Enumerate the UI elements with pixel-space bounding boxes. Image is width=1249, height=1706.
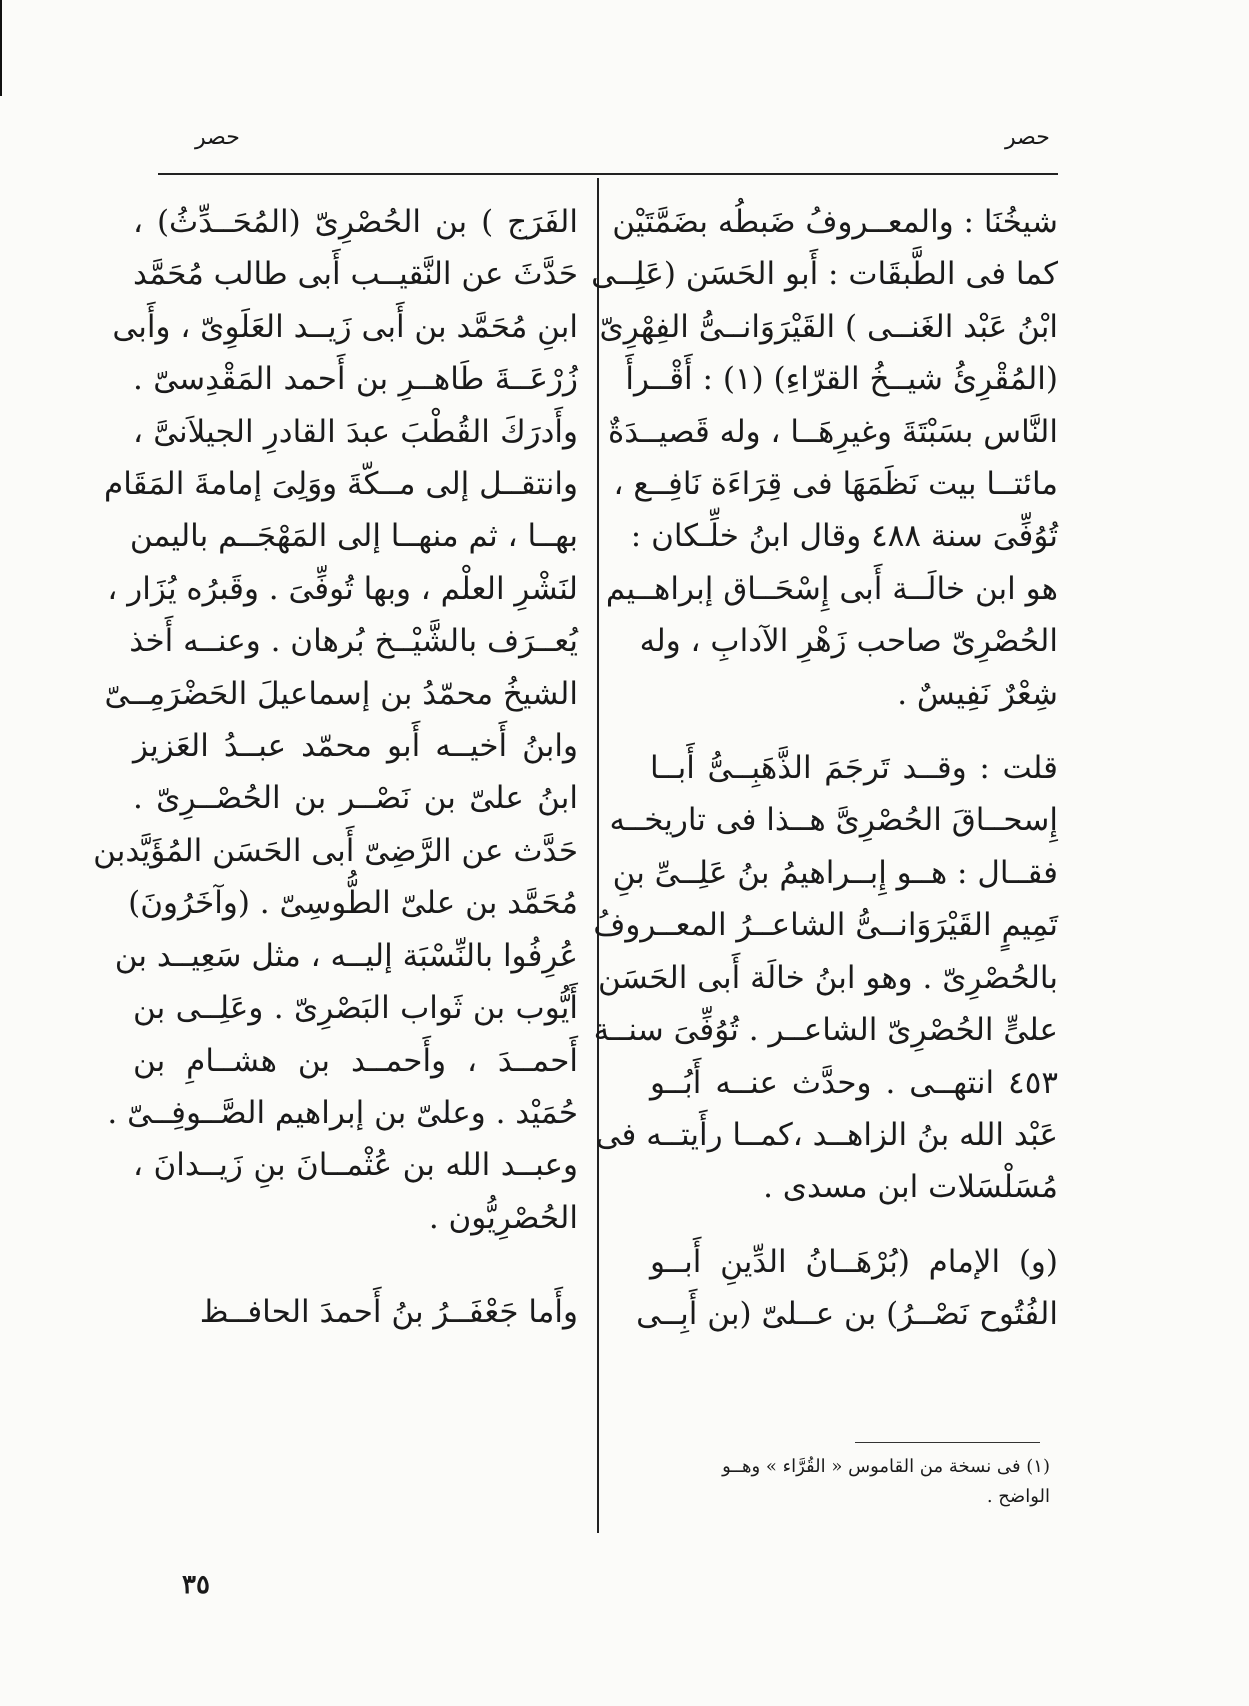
page-number: ٣٥ (182, 1570, 210, 1600)
text-line: أَحمــدَ ، وأَحمــد بن هشــامِ بن (133, 1042, 578, 1079)
paragraph (93, 196, 578, 1244)
text-line: وعبــد الله بن عُثْمــانَ بنِ زَيــدانَ ، (133, 1147, 578, 1184)
text-line: شيخُنَا : والمعــروفُ ضَبطُه بضَمَّتَيْن (612, 204, 1058, 240)
right-column (591, 196, 1058, 1341)
text-line: عُرِفُوا بالنِّسْبَة إليــه ، مثل سَعِيــد بن (114, 937, 578, 974)
text-line: بهــا ، ثم منهــا إلى المَهْجَــم باليمن (129, 518, 578, 555)
text-line: حَدَّث عن الرَّضِىّ أَبى الحَسَن المُؤَيَّدبن (93, 832, 578, 869)
paragraph (591, 196, 1058, 720)
text-line: ابنِ مُحَمَّد بن أَبى زَيــد العَلَوِىّ ، وأَبى (112, 308, 578, 345)
text-line: لنَشْرِ العلْم ، وبها تُوفِّىَ . وقَبرُه يُزَار ، (107, 570, 578, 607)
text-line: الفَرَج ) بن الحُصْرِىّ (المُحَــدِّثُ) ، (133, 204, 578, 240)
paragraph (133, 1286, 578, 1338)
footnote-line: (١) فى نسخة من القاموس « القُرَّاء » وهــو (722, 1456, 1050, 1477)
text-line: تُوُفِّىَ سنة ٤٨٨ وقال ابنُ خلِّـكان : (630, 518, 1058, 555)
paragraph (636, 1236, 1058, 1341)
text-line: أَيُّوب بن ثَواب البَصْرِىّ . وعَلِــى بن (133, 990, 578, 1027)
footnote-line: الواضح . (986, 1486, 1050, 1507)
text-line: ابنُ علىّ بن نَصْــر بن الحُصْــرِىّ . (133, 780, 578, 817)
text-line: إِسحــاقَ الحُصْرِىَّ هــذا فى تاريخــه (609, 802, 1058, 839)
running-header-left: حصر (195, 125, 240, 150)
text-line: النَّاس بسَبْتَةَ وغيرِهَــا ، وله قَصيــدَةٌ (608, 413, 1058, 450)
text-line: يُعــرَف بالشَّيْــخ بُرهان . وعنــه أَخذ (129, 623, 578, 660)
text-line: حُمَيْد . وعلىّ بن إبراهيم الصَّــوفِــىّ . (107, 1094, 578, 1131)
text-line: هو ابن خالَــة أَبى إِسْحَــاق إبراهــيم (605, 570, 1058, 607)
text-line: مُسَلْسَلات ابن مسدى . (763, 1169, 1058, 1206)
text-line: ابْنُ عَبْد الغَنــى ) القَيْرَوَانــىُّ الفِهْرِىّ (599, 308, 1058, 345)
text-line: فقــال : هــو إِبــراهيمُ بنُ عَلِــىِّ بنِ (612, 854, 1058, 891)
text-line: (و) الإمام (بُرْهَــانُ الدِّينِ أَبــو (650, 1243, 1058, 1280)
text-line: مائتــا بيت نَظَمَهَا فى قِرَاءَة نَافِــع ، (613, 466, 1058, 503)
text-line: الفُتُوح نَصْــرُ) بن عــلىّ (بن أَبِــى (636, 1296, 1058, 1333)
paragraph (593, 742, 1058, 1214)
left-column (93, 196, 578, 1339)
text-line: شِعْرٌ نَفِيسٌ . (897, 675, 1058, 712)
scan-edge (0, 0, 2, 96)
text-line: تَمِيمٍ القَيْرَوَانــىُّ الشاعــرُ المعــروفُ (593, 907, 1058, 944)
text-line: وأَما جَعْفَــرُ بنُ أَحمدَ الحافــظ (199, 1294, 578, 1331)
text-line: زُرْعَــةَ طَاهــرِ بن أَحمد المَقْدِسىّ . (133, 361, 578, 398)
text-line: كما فى الطَّبقَات : أَبو الحَسَن (عَلِــى (591, 256, 1058, 293)
text-line: وابنُ أَخيــه أَبو محمّد عبــدُ العَزيز (133, 728, 578, 765)
text-line: حَدَّثَ عن النَّقيــب أَبى طالب مُحَمَّد (133, 256, 578, 293)
column-divider (597, 178, 599, 1533)
header-rule (158, 173, 1058, 175)
text-line: وانتقــل إلى مــكّةَ ووَلِىَ إمامةَ المَقَام (104, 466, 578, 503)
text-line: عَبْد الله بنُ الزاهــد ،كمــا رأَيتــه فى (595, 1116, 1058, 1153)
text-line: مُحَمَّد بن علىّ الطُّوسِىّ . (وآخَرُونَ) (128, 885, 578, 922)
text-line: وأَدرَكَ القُطْبَ عبدَ القادرِ الجيلاَنىَّ ، (133, 413, 578, 450)
text-line: علىٍّ الحُصْرِىّ الشاعــر . تُوُفِّىَ سنــة (593, 1012, 1058, 1049)
running-header-right: حصر (1005, 125, 1050, 150)
text-line: الشيخُ محمّدُ بن إسماعيلَ الحَضْرَمِــىّ (104, 675, 578, 712)
footnote-rule (855, 1442, 1040, 1443)
text-line: قلت : وقــد تَرجَمَ الذَّهَبِــىُّ أَبــا (650, 750, 1058, 787)
text-line: الحُصْرِيُّون . (428, 1199, 578, 1236)
text-line: الحُصْرِىّ صاحب زَهْرِ الآدابِ ، وله (639, 623, 1058, 660)
text-line: بالحُصْرِىّ . وهو ابنُ خالَة أَبى الحَسَن (597, 959, 1058, 996)
footnote (650, 1452, 1050, 1512)
text-line: (المُقْرِئُ شيــخُ القرّاءِ) (١) : أَقْــرأَ (625, 361, 1058, 398)
text-line: ٤٥٣ انتهــى . وحدَّث عنــه أَبُــو (650, 1064, 1058, 1101)
